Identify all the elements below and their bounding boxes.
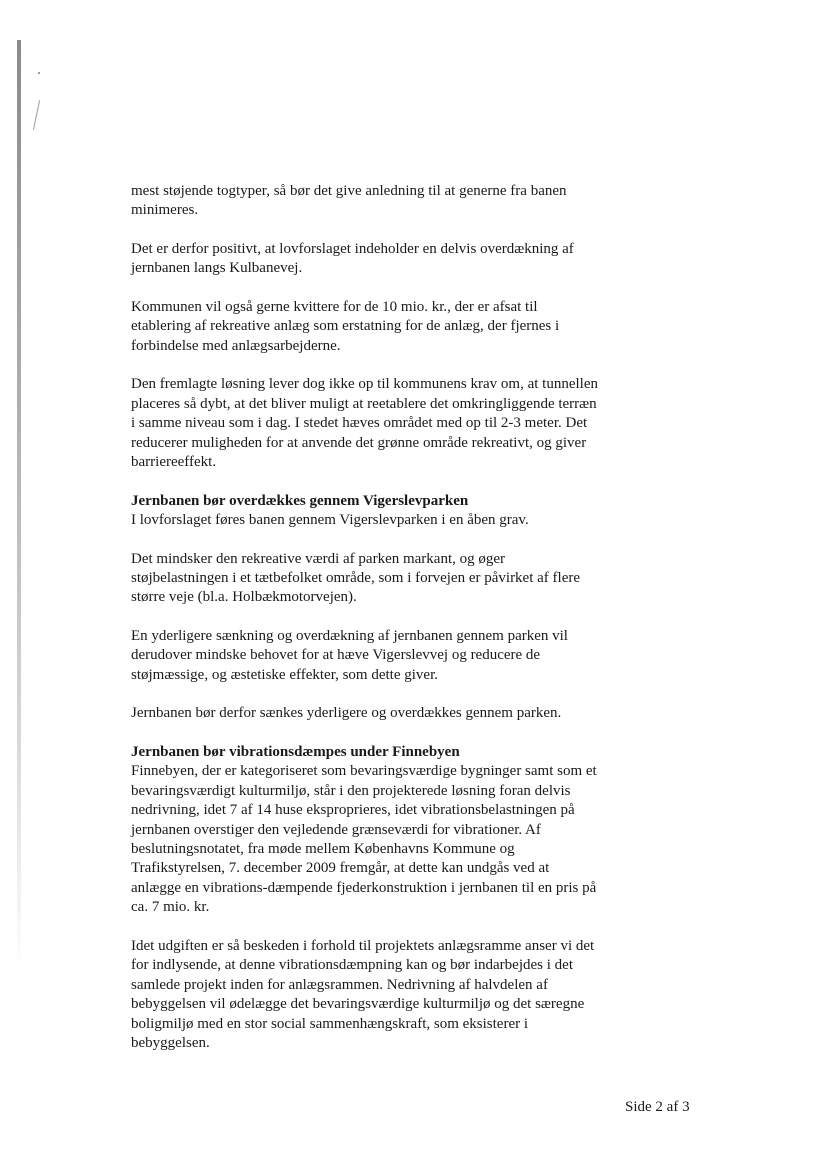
page-number: Side 2 af 3 [625,1099,690,1115]
scan-artifact-mark [33,100,40,130]
paragraph: Jernbanen bør derfor sænkes yderligere og overdækkes gennem parken. [131,705,562,722]
scan-artifact-mark [38,72,40,74]
paragraph: Det mindsker den rekreative værdi af parken markant, og øger støjbelastningen i et tætbefolket område, som i forvejen er påvirket af flere større veje (bl.a. Holbækmotorvejen). [131,550,581,606]
paragraph: En yderligere sænkning og overdækning af jernbanen gennem parken vil derudover mindske behovet for at hæve Vigerslevvej og reducere de støjmæssige, og æstetiske effekter, som dette giver. [131,628,568,683]
section-heading: Jernbanen bør overdækkes gennem Vigerslevparken [131,492,469,509]
section-paragraph: Jernbanen bør overdækkes gennem Vigerslevparken I lovforslaget føres banen gennem Vigerslevparken i en åben grav. [131,492,601,531]
paragraph: mest støjende togtyper, så bør det give anledning til at generne fra banen minimeres. [131,183,567,219]
paragraph: Idet udgiften er så beskeden i forhold til projektets anlægsramme anser vi det for indlysende, at denne vibrationsdæmpning kan og bør indarbejdes i det samlede projekt inden for anlægsrammen. Nedrivning af halvdelen af bebyggelsen vil ødelægge det bevaringsværdige kulturmiljø og det særegne boligmiljø med en stor social sammenhængskraft, som eksisterer i bebyggelsen. [131,937,595,1051]
paragraph: Kommunen vil også gerne kvittere for de 10 mio. kr., der er afsat til etablering af rekreative anlæg som erstatning for de anlæg, der fjernes i forbindelse med anlægsarbejderne. [131,299,560,354]
scan-margin-edge [17,40,21,970]
paragraph: Den fremlagte løsning lever dog ikke op til kommunens krav om, at tunnellen placeres så dybt, at det bliver muligt at reetablere det omkringliggende terræn i samme niveau som i dag. I stedet hæves området med op til 2-3 meter. Det reducerer muligheden for at anvende det grønne område rekreativt, og giver barriereeffekt. [131,376,598,471]
section-paragraph: Jernbanen bør vibrationsdæmpes under Finnebyen Finnebyen, der er kategoriseret som bevaringsværdige bygninger samt som et bevaringsværdigt kulturmiljø, står i den projekterede løsning foran delvis nedrivning, idet 7 af 14 huse eksproprieres, idet vibrationsbelastningen på jernbanen overstiger den vejledende grænseværdi for vibrationer. Af beslutningsnotatet, fra møde mellem Københavns Kommune og Trafikstyrelsen, 7. december 2009 fremgår, at dette kan undgås ved at anlægge en vibrations-dæmpende fjederkonstruktion i jernbanen til en pris på ca. 7 mio. kr. [131,743,601,918]
paragraph: Det er derfor positivt, at lovforslaget indeholder en delvis overdækning af jernbanen langs Kulbanevej. [131,241,574,277]
section-heading: Jernbanen bør vibrationsdæmpes under Finnebyen [131,744,460,761]
document-body [131,182,601,1073]
